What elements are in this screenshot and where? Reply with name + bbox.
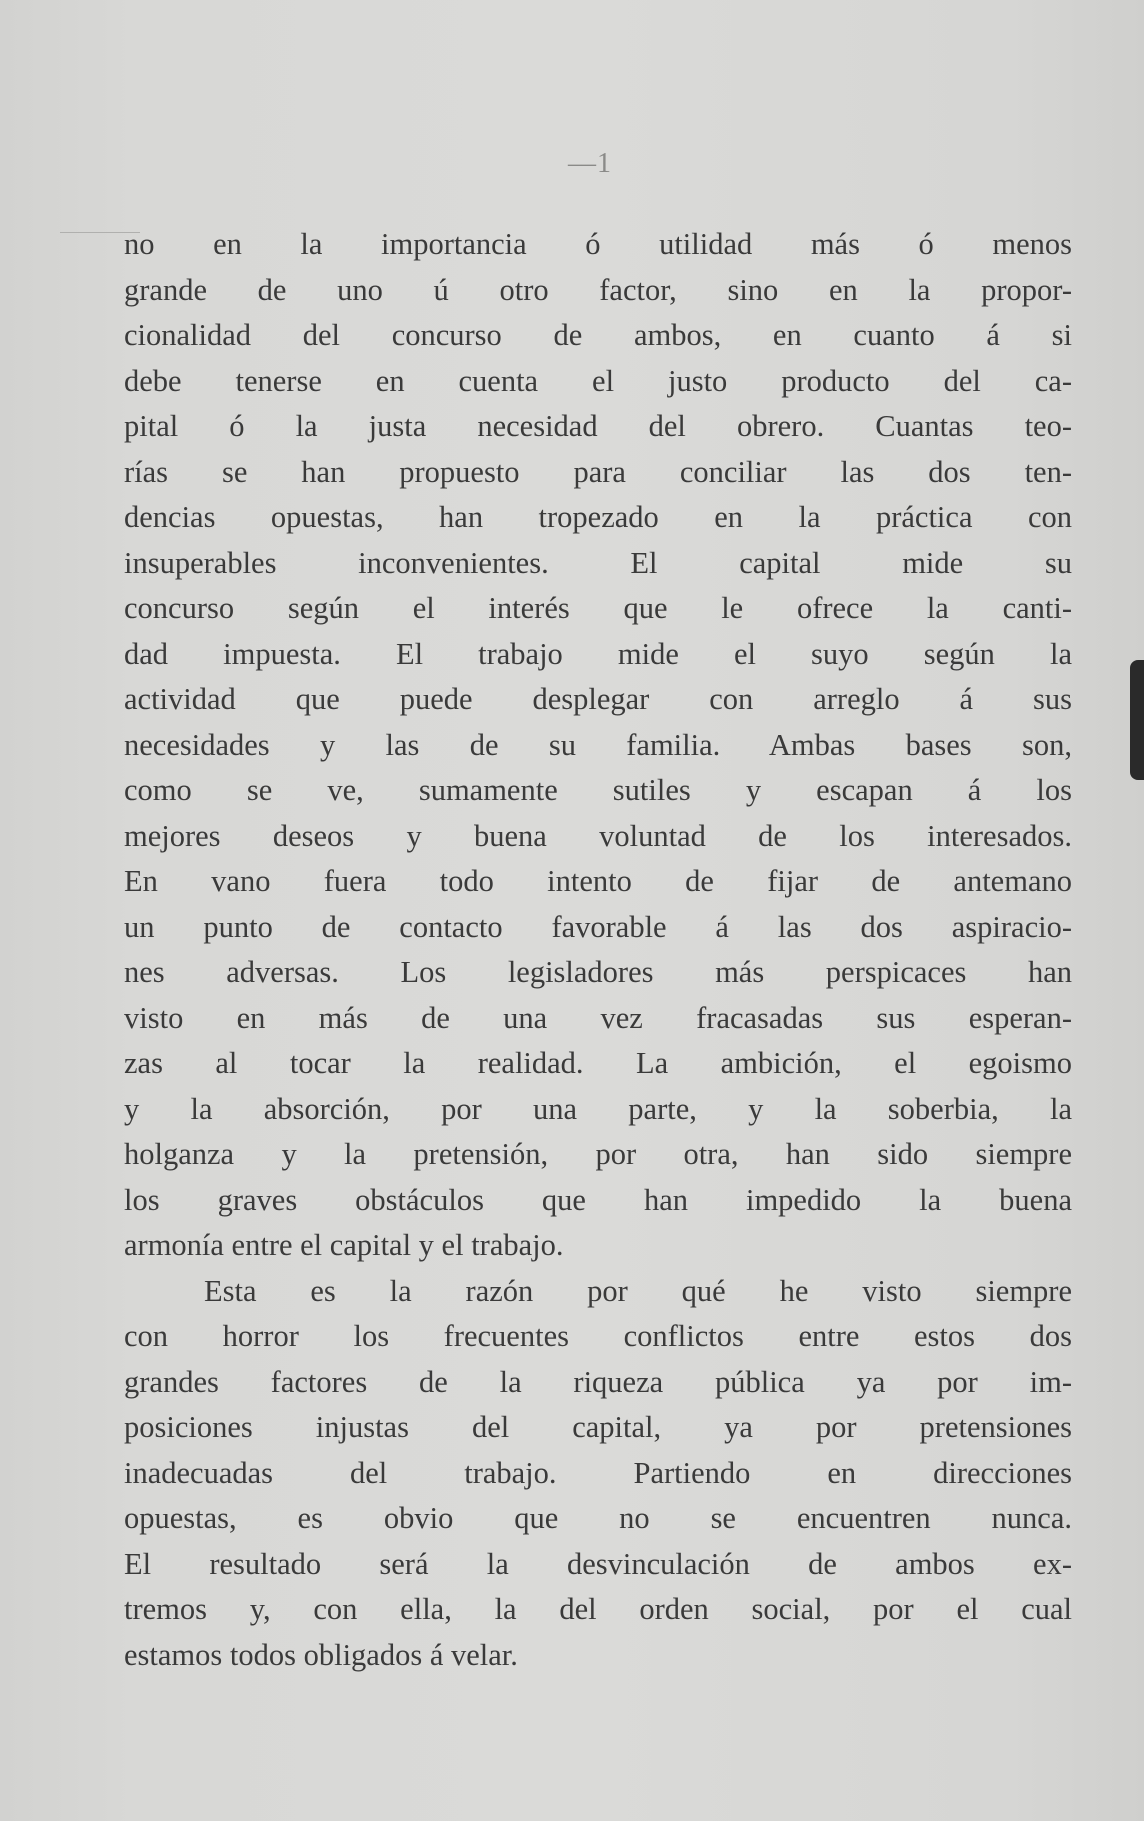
text-line: no en la importancia ó utilidad más ó menos — [124, 227, 1072, 261]
text-line: concurso según el interés que le ofrece la canti- — [124, 591, 1072, 625]
text-line: posiciones injustas del capital, ya por pretensiones — [124, 1410, 1072, 1444]
text-line: nes adversas. Los legisladores más perspicaces han — [124, 955, 1072, 989]
text-line: tremos y, con ella, la del orden social, por el cual — [124, 1592, 1072, 1626]
text-line: zas al tocar la realidad. La ambición, el egoismo — [124, 1046, 1072, 1080]
page-edge-shadow — [1130, 660, 1144, 780]
text-line: rías se han propuesto para conciliar las dos ten- — [124, 454, 1072, 489]
text-line: armonía entre el capital y el trabajo. — [124, 1228, 564, 1262]
text-line: dad impuesta. El trabajo mide el suyo según la — [124, 636, 1072, 671]
body-text — [124, 222, 1072, 1678]
text-line: estamos todos obligados á velar. — [124, 1637, 518, 1672]
text-line: pital ó la justa necesidad del obrero. Cuantas teo- — [124, 409, 1072, 443]
text-line: opuestas, es obvio que no se encuentren nunca. — [124, 1501, 1072, 1535]
text-line: actividad que puede desplegar con arreglo á sus — [124, 682, 1072, 716]
text-line: necesidades y las de su familia. Ambas bases son, — [124, 727, 1072, 762]
text-line: un punto de contacto favorable á las dos aspiracio- — [124, 909, 1072, 944]
text-line: como se ve, sumamente sutiles y escapan á los — [124, 773, 1072, 807]
text-line: En vano fuera todo intento de fijar de antemano — [124, 864, 1072, 898]
text-line: debe tenerse en cuenta el justo producto del ca- — [124, 363, 1072, 398]
text-line: cionalidad del concurso de ambos, en cuanto á si — [124, 318, 1072, 352]
page-number: —1 — [568, 148, 612, 179]
text-line: mejores deseos y buena voluntad de los interesados. — [124, 818, 1072, 853]
text-line: holganza y la pretensión, por otra, han sido siempre — [124, 1137, 1072, 1171]
text-line: dencias opuestas, han tropezado en la práctica con — [124, 500, 1072, 534]
text-line: grande de uno ú otro factor, sino en la propor- — [124, 272, 1072, 307]
text-line: grandes factores de la riqueza pública ya por im- — [124, 1364, 1072, 1399]
text-line: insuperables inconvenientes. El capital mide su — [124, 545, 1072, 580]
text-line: y la absorción, por una parte, y la soberbia, la — [124, 1091, 1072, 1126]
text-line: Esta es la razón por qué he visto siempre — [204, 1273, 1072, 1308]
text-line: los graves obstáculos que han impedido la buena — [124, 1182, 1072, 1217]
text-line: con horror los frecuentes conflictos entre estos dos — [124, 1319, 1072, 1353]
text-line: inadecuadas del trabajo. Partiendo en direcciones — [124, 1455, 1072, 1490]
text-line: visto en más de una vez fracasadas sus esperan- — [124, 1000, 1072, 1035]
text-line: El resultado será la desvinculación de ambos ex- — [124, 1546, 1072, 1581]
